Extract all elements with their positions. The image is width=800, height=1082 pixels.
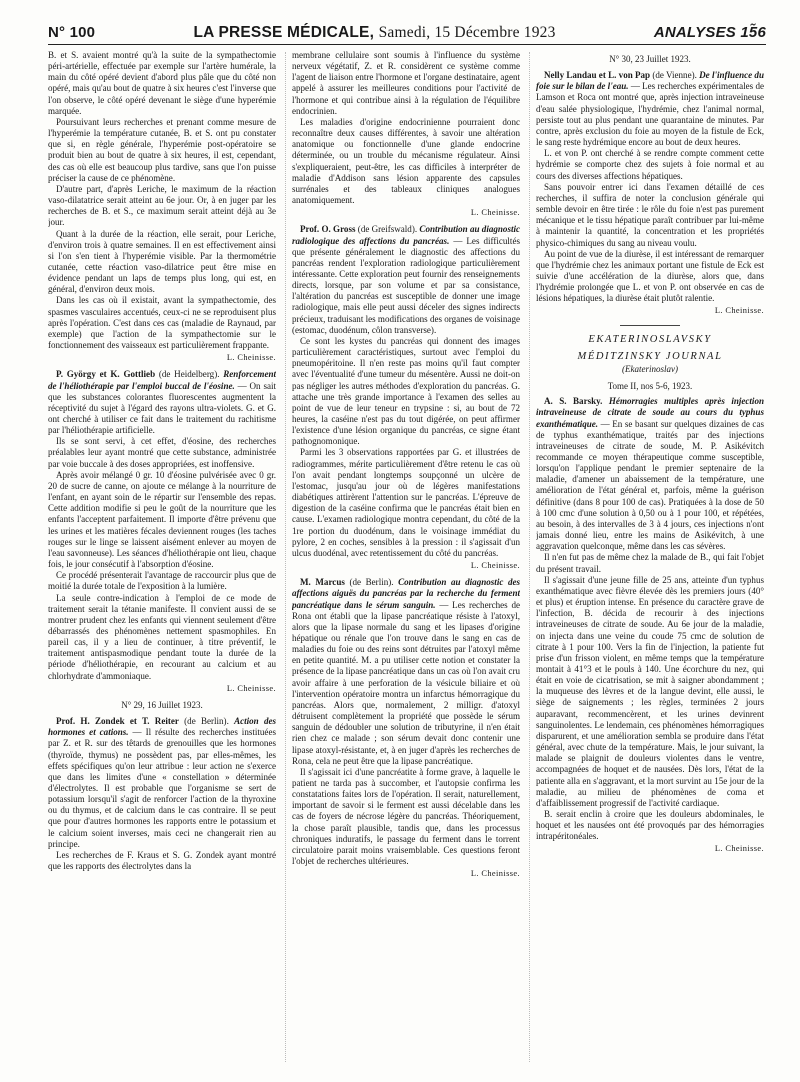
article-title: Renforcement de l'héliothérapie par l'emploi buccal de l'éosine. — [48, 369, 276, 391]
paragraph: Ce procédé présenterait l'avantage de raccourcir plus que de moitié la durée totale de l'exposition à la lumière. — [48, 570, 276, 592]
article-place: (de Greifswald). — [355, 224, 420, 235]
paragraph: Les maladies d'origine endocrinienne pourraient donc reconnaître deux causes différentes, à savoir une altération anatomique ou fonctionnelle d'une glande endocrine déterminée, ou un trouble du mécanisme régulateur. Ainsi s'expliqueraient, peut-être, les cas difficiles à interpréter de maladie d'Addison sans lésion apparente des capsules surrénales et des tableaux cliniques analogues anatomiquement. — [292, 116, 520, 206]
column-left — [48, 50, 276, 1070]
journal-city: (Ekaterinoslav) — [622, 363, 678, 374]
paragraph: — Les difficultés que présente généralement le diagnostic des affections du pancréas rendent l'exploration radiologique particulièrement intéressante. Cette exploration peut fournir des renseignements directs, lorsque, par son volume et par sa consistance, l'altération du pancréas est susceptible de donner une image radiologique, mais elle peut aussi déceler des signes indirects précieux, traduisant les modifications des organes de voisinage (estomac, duodénum, côlon transverse). — [292, 235, 520, 335]
paragraph: Parmi les 3 observations rapportées par G. et illustrées de radiogrammes, mérite particulièrement d'être retenu le cas où l'on avait pendant longtemps soupçonné un ulcère de l'estomac, jusqu'au jour où de légères manifestations diabétiques attirèrent l'attention sur le pancréas. L'épreuve de digestion de la caséine confirma que le pancréas était bien en cause. L'examen radiologique montra cependant, du côté de la 1re portion du duodénum, dans le voisinage immédiat du pylore, 2 en coches, sensibles à la pression : il s'agissait d'un ulcus duodénal, avec retentissement du côté du pancréas. — [292, 447, 520, 558]
article-gross — [292, 224, 520, 571]
signature: L. Cheinisse. — [226, 353, 276, 363]
article-zondek — [48, 716, 276, 872]
article-title: Contribution au diagnostic des affections aiguës du pancréas par la recherche du ferment pancréatique dans le sérum sanguin. — [292, 577, 520, 610]
signature: L. Cheinisse. — [226, 683, 276, 693]
column-divider — [285, 52, 286, 1062]
article-author: M. Marcus — [300, 577, 345, 588]
paragraph: Ce sont les kystes du pancréas qui donnent des images particulièrement caractéristiques, surtout avec l'emploi du pneumopéritoine. Il n'en reste pas moins qu'il faut compter avec l'éventualité d'une tumeur du mésentère. Aussi ne doit-on pas négliger les autres méthodes d'exploration du pancréas. G. attache une très grande importance à l'examen des selles au point de vue de leur teneur en trypsine : si, au bout de 72 heures, la caséine n'est pas du tout digérée, on peut affirmer l'existence d'une lésion organique du pancréas, ce signe étant pathognomonique. — [292, 335, 520, 447]
header-rule — [48, 44, 766, 45]
article-place: (de Vienne). — [650, 70, 700, 81]
paragraph: Sans pouvoir entrer ici dans l'examen détaillé de ces recherches, il suffira de noter la conclusion générale qui semble devoir en être tirée : le rôle du foie n'est pas purement mécanique et le tissu hépatique paraît contribuer par lui-même à maintenir la quantité, la concentration et les propriétés physico-chimiques du sang au niveau voulu. — [536, 181, 764, 248]
paragraph: membrane cellulaire sont soumis à l'influence du système nerveux végétatif, Z. et R. considèrent ce système comme l'agent de liaison entre l'hormone et l'organe destinataire, agent appelé à assurer les meilleures conditions pour l'activité de l'hormone et qui contribue ainsi à la régulation de l'équilibre endocrinien. — [292, 50, 520, 116]
article-marcus — [292, 577, 520, 879]
paragraph: Il s'agissait d'une jeune fille de 25 ans, atteinte d'un typhus exanthématique avec fièvre élevée dès les premiers jours (40° et plus) et éruption intense. En présence du caractère grave de l'infection, B. décida de recourir à des injections intraveineuses de citrate de soude. Au 6e jour de la maladie, on injecta dans une veine du coude 75 cmc de solution de citrate à 1 pour 100. Vers la fin de l'injection, la patiente fut prise d'un frisson violent, en même temps que la température montait à 41°3 et le pouls à 140. Une écorchure du nez, qui était en voie de cicatrisation, se mit à saigner abondamment ; la muqueuse des lèvres et de la langue devint, elle aussi, le siège de saignements ; les règles, terminées 2 jours auparavant, recommencèrent, et les urines devinrent sanguinolentes. Le lendemain, ces phénomènes hémorragiques disparurent, et une amélioration sembla se produire dans l'état général, avec chute de la température. Mais, le jour suivant, la malade se plaignit de douleurs violentes dans le ventre, accompagnées de hoquet et de nausées. Dès lors, l'état de la patiente alla en s'aggravant, et la mort survint au 15e jour de la maladie, au milieu de phénomènes de coma et d'affaiblissement progressif de l'activité cardiaque. — [536, 574, 764, 808]
article-title: Hémorragies multiples après injection intraveineuse de citrate de soude au cours du typhus exanthématique. — [536, 396, 764, 429]
paragraph: Poursuivant leurs recherches et prenant comme mesure de l'hyperémie la température cutanée, B. et S. ont pu constater que si, en règle générale, l'hyperémie post-opératoire se produit bien au bout de quatre à six heures, il est, cependant, des cas où elle est beaucoup plus tardive, sans que l'on puisse préciser la cause de ce phénomène. — [48, 116, 276, 183]
journal-volume: Tome II, nos 5-6, 1923. — [607, 381, 693, 392]
article-title: Contribution au diagnostic radiologique des affections du pancréas. — [292, 224, 520, 246]
column-divider — [529, 52, 530, 1062]
section-label: ANALYSES 15̃6 — [653, 24, 766, 41]
article-author: P. György et K. Gottlieb — [56, 369, 156, 380]
article-gyorgy — [48, 369, 276, 694]
issue-date: Samedi, 15 Décembre 1923 — [378, 24, 556, 41]
paragraph: Quant à la durée de la réaction, elle serait, pour Leriche, d'environ trois à quatre semaines. Il en est effectivement ainsi si l'on s'en tient à l'hyperémie visible. Par la thermométrie cutanée, cette réaction vaso-dilatrice peut être mise en évidence pendant un laps de temps plus long, qui est, en général, d'environ deux mois. — [48, 228, 276, 295]
paragraph: — Les recherches de Rona ont établi que la lipase pancréatique résiste à l'atoxyl, alors que la lipase normale du sang et les lipases d'origine hépatique ou rénale que l'on trouve dans le sang en cas de maladies du foie ou des reins sont détruites par l'atoxyl même en petite quantité. M. a pu utiliser cette notion et constater la présence de la lipase pancréatique dans un cas où l'on avait cru avoir affaire à une perforation de la vésicule biliaire et où l'intervention opératoire montra un infarctus hémorragique du pancréas. Alors que, normalement, 2 milligr. d'atoxyl détruisent complètement la propriété que possède le sérum sanguin de dédoubler une solution de tributyrine, il n'en était rien chez ce malade ; son sérum devait donc contenir une lipase atoxyl-résistante, et, à en juger d'après les recherches de Rona, cela ne peut être que la lipase pancréatique. — [292, 599, 520, 766]
paragraph: B. serait enclin à croire que les douleurs abdominales, le hoquet et les nausées ont été provoqués par des hémorragies intrapéritonéales. — [536, 809, 764, 842]
paragraph: Il n'en fut pas de même chez la malade de B., qui fait l'objet du présent travail. — [536, 552, 764, 574]
journal-title: LA PRESSE MÉDICALE, Samedi, 15 Décembre 1923 — [193, 24, 556, 41]
page-header — [48, 24, 766, 42]
article-barsky — [536, 396, 764, 854]
article-place: (de Heidelberg). — [155, 369, 224, 380]
paragraph: — Il résulte des recherches instituées par Z. et R. sur des têtards de grenouilles que les hormones (thyroïde, thymus) ne possèdent pas, par elles-mêmes, les effets spécifiques qu'on leur attribue : leur action ne s'exerce que dans les limites d'une « constellation » déterminée d'électrolytes. Il est probable que l'organisme se sert de potassium lorsqu'il s'agit de renforcer l'action de la thyroxine ou du thymus, et de calcium dans le cas contraire. Il se peut que pour d'autres hormones les rapports entre le potassium et le calcium soient inverses, mais ceci ne changerait rien au principe. — [48, 727, 276, 849]
paragraph: Il s'agissait ici d'une pancréatite à forme grave, à laquelle le patient ne tarda pas à succomber, et l'autopsie confirma les constatations faites lors de l'opération. Il serait, naturellement, important de savoir si le ferment est aussi décelable dans les cas de foyers de nécrose légère du pancréas. Théoriquement, la chose paraît plausible, tandis que, dans les processus chroniques induratifs, le passage du ferment dans le torrent circulatoire parait moins vraisemblable. Ces questions feront l'objet de recherches ultérieures. — [292, 766, 520, 867]
page-number: N° 100 — [48, 24, 96, 41]
article-title: Action des hormones et cations. — [48, 716, 276, 738]
section-divider — [620, 325, 680, 326]
article-landau — [536, 70, 764, 316]
article-place: (de Berlin). — [178, 716, 235, 727]
paragraph: — En se basant sur quelques dizaines de cas de typhus exanthématique, traités par des injections intraveineuses de citrate de soude, M. P. Asikévitch recommande ce moyen thérapeutique comme susceptible, lorsqu'on l'applique pendant le premier septenaire de la maladie, d'amener un abaissement de la température, une amélioration de l'état général et, parfois, même la guérison définitive (dans 8 pour 100 de cas). Pratiquées à la dose de 50 à 100 cmc d'une solution à 0,50 ou à 1 pour 100, et répétées, au besoin, à des intervalles de 3 à 4 jours, ces injections n'ont jamais donné lieu, entre les mains de Asikévitch, à une aggravation quelconque, même dans les cas sévères. — [536, 418, 764, 552]
signature: L. Cheinisse. — [714, 844, 764, 854]
paragraph: La seule contre-indication à l'emploi de ce mode de traitement serait la tétanie manifeste. Il convient aussi de se montrer prudent chez les enfants qui viennent seulement d'être débarrassés des phénomènes nettement spasmophiles. En pareil cas, il y a lieu de continuer, à titre préventif, le traitement antispasmodique pendant toute la durée de la période d'héliothérapie, en recourant au calcium et au chlorhydrate d'ammoniaque. — [48, 592, 276, 681]
paragraph: L. et von P. ont cherché à se rendre compte comment cette hydrémie se comporte chez des sujets à foie normal et au cours des diverses affections hépatiques. — [536, 148, 764, 181]
paragraph: Ils se sont servi, à cet effet, d'éosine, des recherches préalables leur ayant montré que cette substance, administrée par voie buccale à des doses appropriées, est inoffensive. — [48, 436, 276, 469]
signature: L. Cheinisse. — [470, 561, 520, 571]
paragraph: Au point de vue de la diurèse, il est intéressant de remarquer que l'hydrémie chez les animaux portant une fistule de Eck est suivie d'une accélération de la diurèse, alors que, dans l'hydrémie prolongée que L. et von P. ont observée en cas de lésions hépatiques, la diurèse était plutôt ralentie. — [536, 248, 764, 304]
article-title: De l'influence du foie sur le bilan de l'eau. — [536, 70, 764, 92]
signature: L. Cheinisse. — [714, 306, 764, 316]
issue-heading: N° 30, 23 Juillet 1923. — [609, 54, 691, 64]
article-author: Prof. H. Zondek et T. Reiter — [56, 716, 179, 727]
folio: 15̃6 — [740, 24, 766, 41]
column-right — [536, 50, 764, 1070]
issue-heading: N° 29, 16 Juillet 1923. — [121, 699, 203, 710]
article-place: (de Berlin). — [344, 577, 399, 588]
paragraph: — Les recherches expérimentales de Lamson et Roca ont montré que, après injection intraveineuse d'eau salée physiologique, l'hydrémie, chez l'animal normal, persiste tout au plus pendant une quarantaine de minutes. Par contre, après exclusion du foie au moyen de la fistule de Eck, le sang reste hydrémique encore au bout de deux heures. — [536, 81, 764, 148]
paragraph: — On sait que les substances colorantes fluorescentes augmentent la réceptivité du sujet à l'égard des rayons ultra-violets. G. et G. ont cherché à utiliser ce fait dans le traitement du rachitisme par l'héliothérapie artificielle. — [48, 380, 276, 436]
paragraph: Les recherches de F. Kraus et S. G. Zondek ayant montré que les rapports des électrolytes dans la — [48, 849, 276, 872]
article-author: Prof. O. Gross — [300, 224, 356, 235]
signature: L. Cheinisse. — [470, 869, 520, 879]
article-author: A. S. Barsky. — [544, 396, 603, 407]
journal-name-line-2: MÉDITZINSKY JOURNAL — [577, 350, 723, 362]
column-middle — [292, 50, 520, 1070]
signature: L. Cheinisse. — [470, 208, 520, 218]
journal-name-line-1: EKATERINOSLAVSKY — [588, 333, 712, 345]
paragraph: D'autre part, d'après Leriche, le maximum de la réaction vaso-dilatatrice serait atteint au 6e jour. Or, à en juger par les recherches de B. et S., ce maximum serait atteint déjà au 3e jour. — [48, 183, 276, 228]
paragraph: Après avoir mélangé 0 gr. 10 d'éosine pulvérisée avec 0 gr. 20 de sucre de canne, on ajoute ce mélange à la nourriture de l'enfant, en ayant soin de le répartir sur l'ensemble des repas. Cette addition modifie si peu le goût de la nourriture que les enfants l'acceptent parfaitement. Il importe d'être prévenu que les urines et les matières fécales deviennent rouges (les taches rouges sur le linge se laissent aisément enlever au moyen de l'eau savonneuse). Les séances d'héliothérapie ont lieu, chaque fois, le jour consécutif à l'absorption d'éosine. — [48, 469, 276, 570]
article-author: Nelly Landau et L. von Pap — [544, 70, 651, 81]
paragraph: B. et S. avaient montré qu'à la suite de la sympathectomie péri-artérielle, effectuée par exemple sur l'artère humérale, la main du côté opéré devient d'abord plus pâle que du côté non opéré, mais qu'au bout de quatre à six heures c'est l'inverse que l'on observe, le côté opéré devenant le siège d'une hyperémie marquée. — [48, 50, 276, 116]
paragraph: Dans les cas où il existait, avant la sympathectomie, des spasmes vasculaires accentués, ceux-ci ne se reproduisent plus après l'opération. C'est dans ces cas (maladie de Raynaud, par exemple) que l'action de la sympathectomie sur le fonctionnement des vaisseaux est particulièrement frappante. — [48, 295, 276, 351]
